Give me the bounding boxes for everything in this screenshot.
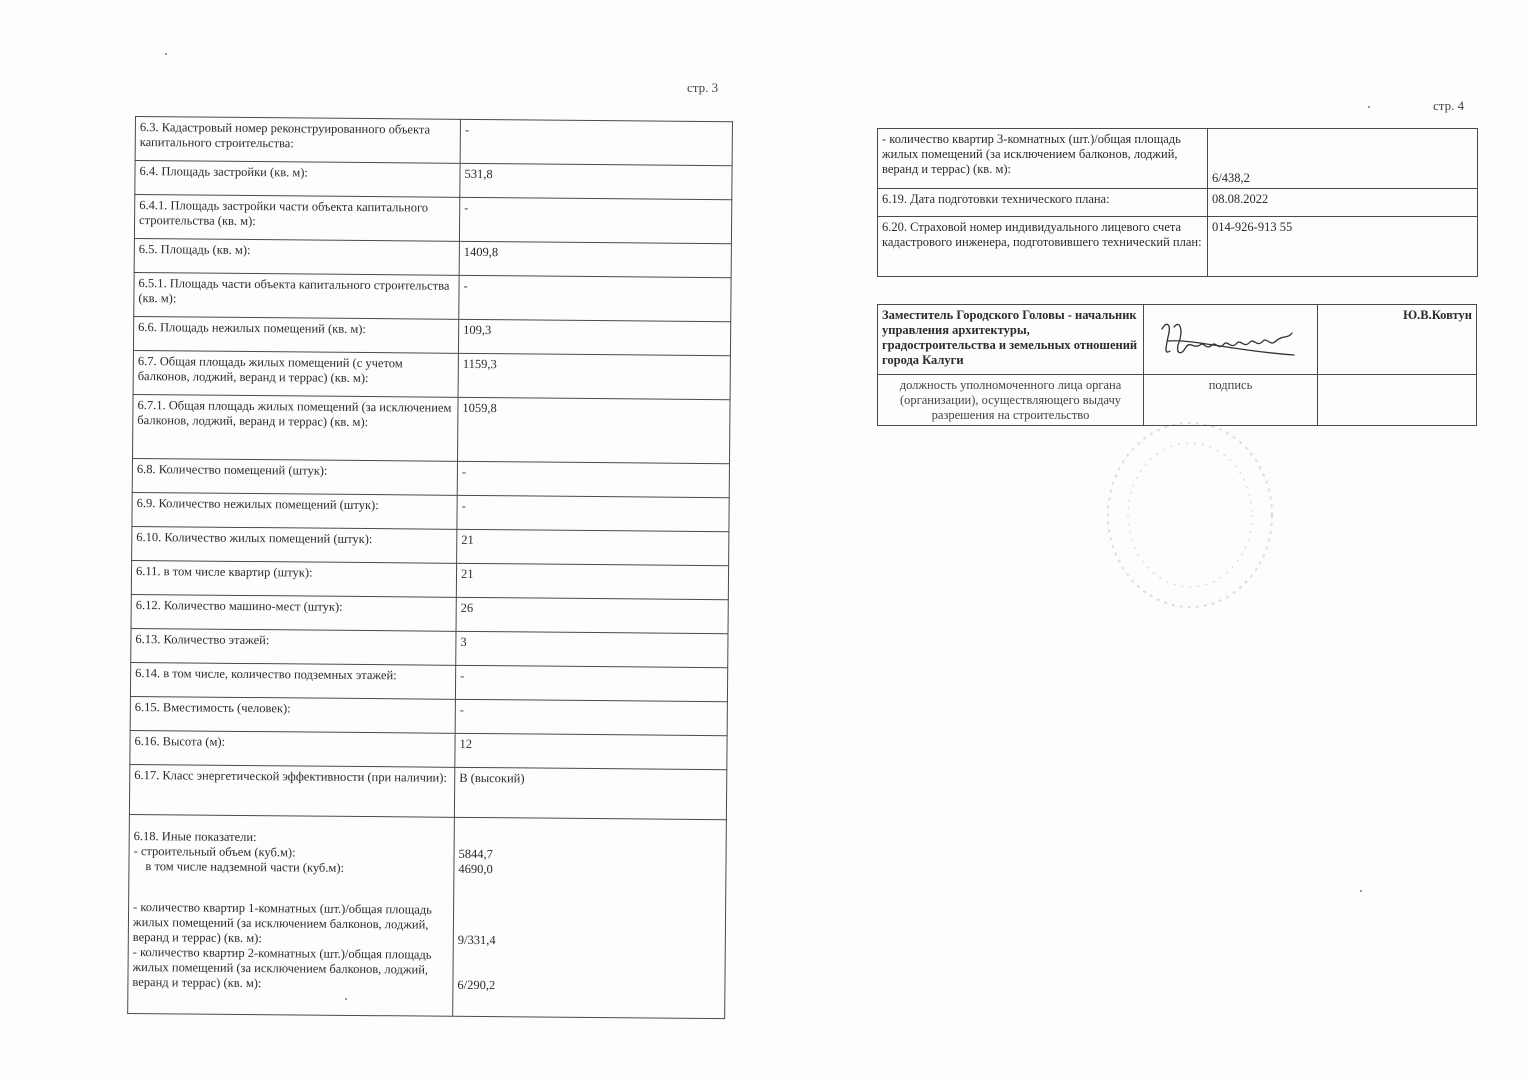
row-label: 6.20. Страховой номер индивидуального лицевого счета кадастрового инженера, подготовившего технический план: xyxy=(878,217,1208,277)
handwritten-signature xyxy=(1154,311,1304,371)
row-label: 6.5.1. Площадь части объекта капитального строительства (кв. м): xyxy=(134,272,459,319)
table-row xyxy=(134,195,731,244)
table-row xyxy=(130,662,727,701)
faint-stamp xyxy=(1100,415,1280,615)
row-value: 12 xyxy=(455,733,727,769)
table-row xyxy=(129,764,726,819)
caption-position: должность уполномоченного лица органа (организации), осуществляющего выдачу разрешения на строительство xyxy=(878,375,1144,426)
table-row xyxy=(134,238,731,277)
scan-speck xyxy=(1360,890,1362,892)
row-value: 3 xyxy=(456,631,728,667)
page-number-4: стр. 4 xyxy=(1433,98,1465,113)
scan-speck xyxy=(165,53,167,55)
page-number-3: стр. 3 xyxy=(687,80,719,95)
table-row xyxy=(130,696,727,735)
row-label: 6.19. Дата подготовки технического плана: xyxy=(878,189,1208,217)
row-value: В (высокий) xyxy=(454,767,726,819)
row-label: 6.14. в том числе, количество подземных этажей: xyxy=(130,662,455,699)
page4-indicators-table xyxy=(877,128,1478,277)
table-row xyxy=(130,730,727,769)
official-position: Заместитель Городского Головы - начальник управления архитектуры, градостроительства и земельных отношений города Калуги xyxy=(878,305,1144,375)
row-label: 6.5. Площадь (кв. м): xyxy=(134,238,459,275)
row-value: 531,8 xyxy=(460,163,732,199)
row-label: 6.10. Количество жилых помещений (штук): xyxy=(132,526,457,563)
row-value: 1409,8 xyxy=(459,241,731,277)
row-label: 6.7. Общая площадь жилых помещений (с учетом балконов, лоджий, веранд и террас) (кв. м): xyxy=(133,350,458,397)
caption-signature: подпись xyxy=(1144,375,1318,426)
table-row xyxy=(878,189,1478,217)
row-value: - xyxy=(457,495,729,531)
row-label: 6.6. Площадь нежилых помещений (кв. м): xyxy=(133,316,458,353)
scan-speck xyxy=(345,998,347,1000)
row-label: 6.7.1. Общая площадь жилых помещений (за исключением балконов, лоджий, веранд и террас) (кв. м): xyxy=(133,394,459,461)
row-value: 26 xyxy=(456,597,728,633)
row-value: 1159,3 xyxy=(458,353,730,399)
apt2-label: - количество квартир 2-комнатных (шт.)/общая площадь жилых помещений (за исключением балконов, лоджий, веранд и террас) (кв. м): xyxy=(132,945,432,991)
table-row xyxy=(132,458,729,497)
row-value: - xyxy=(459,197,731,243)
row-label: 6.9. Количество нежилых помещений (штук): xyxy=(132,492,457,529)
apt2-value: 6/290,2 xyxy=(457,977,496,993)
official-name: Ю.В.Ковтун xyxy=(1318,305,1477,375)
table-row xyxy=(133,350,730,399)
table-row xyxy=(131,560,728,599)
table-row xyxy=(131,594,728,633)
table-row xyxy=(132,492,729,531)
row-value: - xyxy=(455,665,727,701)
row-value: 1059,8 xyxy=(457,397,730,463)
row-value: 21 xyxy=(456,563,728,599)
row-label: 6.12. Количество машино-мест (штук): xyxy=(131,594,456,631)
volume-value: 5844,7 xyxy=(458,846,494,862)
table-row xyxy=(133,394,731,463)
row-value: 109,3 xyxy=(458,319,730,355)
row-value: 014-926-913 55 xyxy=(1208,217,1478,277)
row-label: 6.8. Количество помещений (штук): xyxy=(132,458,457,495)
row-label: - количество квартир 3-комнатных (шт.)/общая площадь жилых помещений (за исключением балконов, лоджий, веранд и террас) (кв. м): xyxy=(878,129,1208,189)
above-ground-value: 4690,0 xyxy=(458,861,493,877)
table-row xyxy=(131,628,728,667)
table-row xyxy=(878,129,1478,189)
scan-speck xyxy=(1368,106,1370,108)
table-row xyxy=(135,117,732,166)
above-ground-label: в том числе надземной части (куб.м): xyxy=(145,859,345,875)
table-row xyxy=(133,316,730,355)
volume-label: - строительный объем (куб.м): xyxy=(133,844,296,860)
other-heading: 6.18. Иные показатели: xyxy=(133,829,257,845)
row-label: 6.4.1. Площадь застройки части объекта капитального строительства (кв. м): xyxy=(134,195,459,242)
row-value: - xyxy=(457,461,729,497)
row-value: 21 xyxy=(457,529,729,565)
row-label: 6.11. в том числе квартир (штук): xyxy=(131,560,456,597)
row-label: 6.15. Вместимость (человек): xyxy=(130,696,455,733)
row-label: 6.16. Высота (м): xyxy=(130,730,455,767)
signature-table xyxy=(877,304,1477,426)
row-label: 6.3. Кадастровый номер реконструированного объекта капитального строительства: xyxy=(135,117,460,164)
table-row xyxy=(878,217,1478,277)
apt1-value: 9/331,4 xyxy=(457,932,496,948)
table-row xyxy=(135,161,732,200)
apt1-label: - количество квартир 1-комнатных (шт.)/общая площадь жилых помещений (за исключением балконов, лоджий, веранд и террас) (кв. м): xyxy=(132,900,432,946)
page3-indicators-table xyxy=(127,116,733,1019)
row-value: - xyxy=(459,275,731,321)
row-label: 6.17. Класс энергетической эффективности (при наличии): xyxy=(129,764,454,817)
signature-cell xyxy=(1144,305,1318,375)
table-row xyxy=(132,526,729,565)
row-label: 6.13. Количество этажей: xyxy=(131,628,456,665)
row-value: 6/438,2 xyxy=(1208,129,1478,189)
row-value: - xyxy=(455,699,727,735)
row-value: 08.08.2022 xyxy=(1208,189,1478,217)
table-row xyxy=(134,272,731,321)
row-label: 6.4. Площадь застройки (кв. м): xyxy=(135,161,460,198)
row-value: - xyxy=(460,119,732,165)
table-row-other-indicators xyxy=(128,814,727,1018)
